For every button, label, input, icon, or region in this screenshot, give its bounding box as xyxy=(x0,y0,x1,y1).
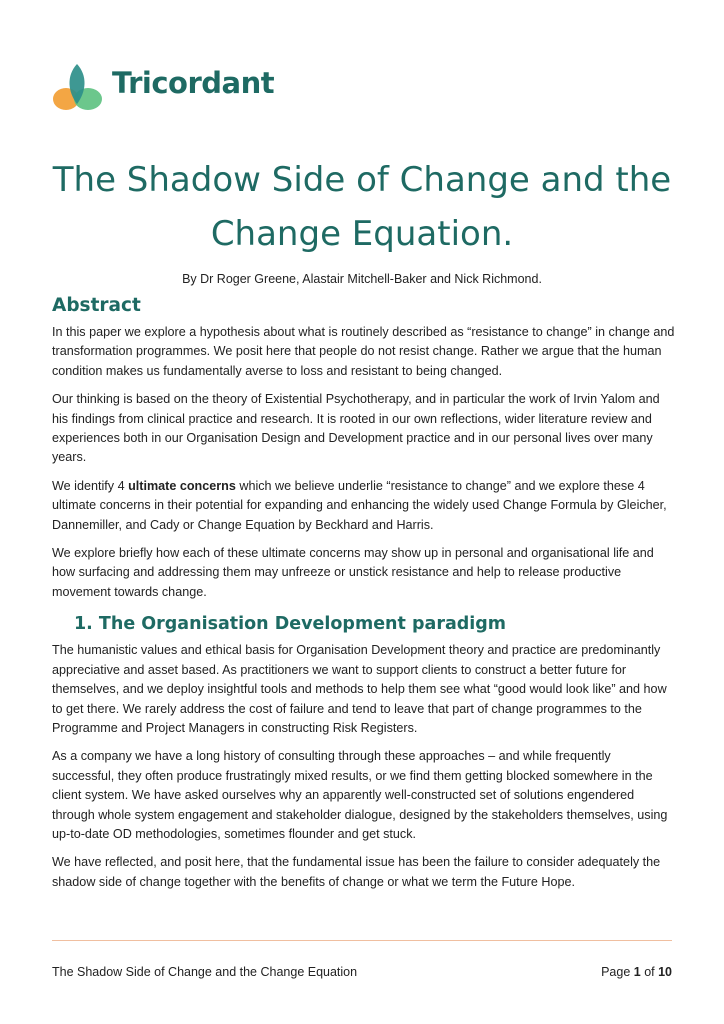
page-title: The Shadow Side of Change and the Change Equation. xyxy=(52,160,672,254)
abstract-paragraph-3-start: We identify 4 xyxy=(52,478,129,493)
footer-document-title: The Shadow Side of Change and the Change Equation xyxy=(52,965,358,979)
abstract-paragraph-2: Our thinking is based on the theory of Existential Psychotherapy, and in particular the work of Irvin Yalom and his findings from clinical practice and research. It is rooted in our own reflections, wider literature review and experiences both in our Organisation Design and Development practice and in our personal lives over many years. xyxy=(52,392,660,465)
abstract-paragraph-3-end: which we believe underlie “resistance to change” and we explore these 4 ultimate concerns in their potential for expanding and enhancing the widely used Change Formula by Gleicher, Dannemiller, and Cady or Change Equation by Beckhard and Harris. xyxy=(52,478,667,532)
logo-wordmark: Tricordant xyxy=(112,66,275,100)
footer-divider xyxy=(52,940,672,941)
abstract-heading: Abstract xyxy=(52,295,141,316)
section-1-paragraph-2: As a company we have a long history of consulting through these approaches – and while frequently successful, they often produce frustratingly mixed results, or we find them getting blocked somewhere in the client system. We have asked ourselves why an apparently well-constructed set of solutions engendered through whole system engagement and stakeholder dialogue, designed by the stakeholders themselves, using up-to-date OD methodologies, sometimes flounder and get stuck. xyxy=(52,749,668,841)
ultimate-concerns-emphasis: ultimate concerns xyxy=(128,478,236,493)
section-1-heading: 1. The Organisation Development paradigm xyxy=(74,614,507,635)
author-byline: By Dr Roger Greene, Alastair Mitchell-Baker and Nick Richmond. xyxy=(182,272,542,286)
tricordant-trefoil-logo-icon xyxy=(52,62,108,114)
abstract-paragraph-1: In this paper we explore a hypothesis about what is routinely described as “resistance to change” in change and transformation programmes. We posit here that people do not resist change. Rather we argue that the human condition makes us fundamentally averse to loss and resistant to being changed. xyxy=(52,325,675,378)
document-body xyxy=(52,293,676,901)
section-1-paragraph-3: We have reflected, and posit here, that the fundamental issue has been the failure to consider adequately the shadow side of change together with the benefits of change or what we term the Future Hope. xyxy=(52,855,661,889)
page-prefix: Page xyxy=(601,965,634,979)
abstract-paragraph-3 xyxy=(52,477,676,535)
section-1-paragraph-1: The humanistic values and ethical basis for Organisation Development theory and practice are predominantly appreciative and asset based. As practitioners we want to support clients to construct a better future for themselves, and we deploy insightful tools and methods to help them see what “good would look like” and how to get there. We rarely address the cost of failure and tend to leave that part of change programmes to the Programme and Project Managers in constructing Risk Registers. xyxy=(52,643,667,735)
company-logo xyxy=(52,62,282,114)
total-pages: 10 xyxy=(658,965,672,979)
abstract-paragraph-4: We explore briefly how each of these ultimate concerns may show up in personal and organisational life and how surfacing and addressing them may unfreeze or unstick resistance and help to release productive movement towards change. xyxy=(52,546,654,599)
footer-page-number xyxy=(601,965,672,979)
current-page: 1 xyxy=(633,965,641,979)
page-of: of xyxy=(640,965,659,979)
